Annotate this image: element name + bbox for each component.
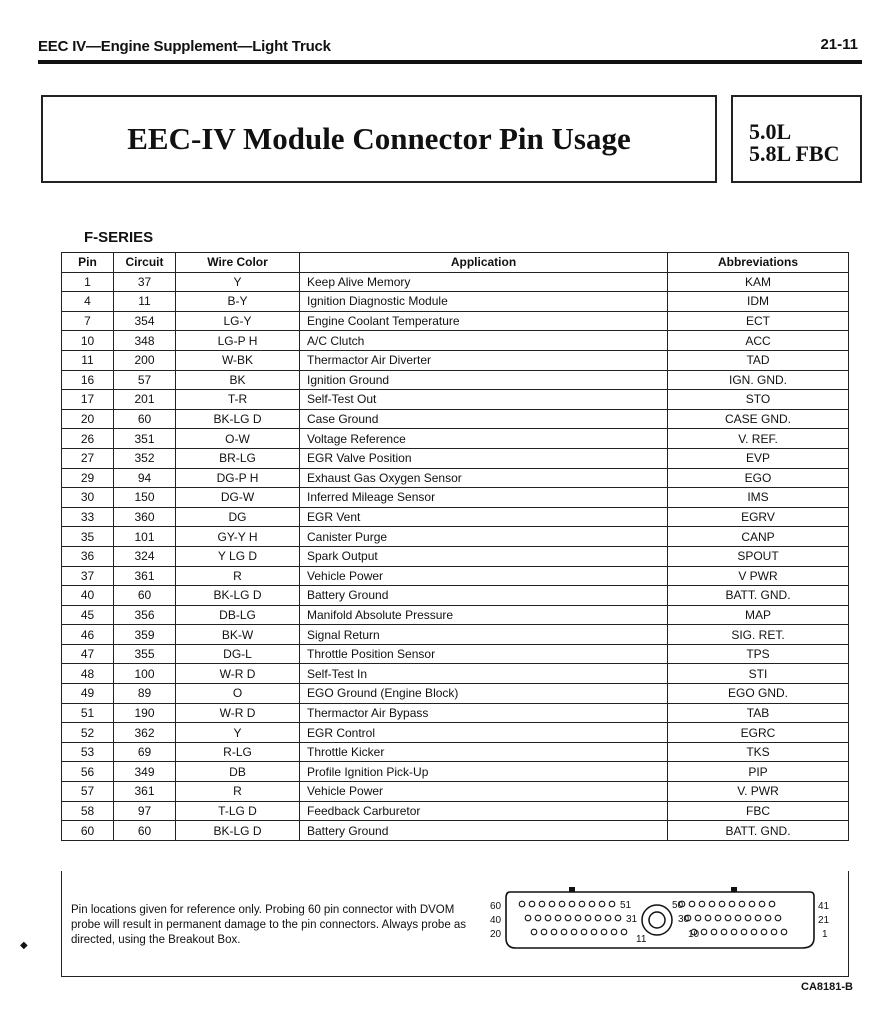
cell-pin: 58 (62, 801, 114, 821)
connector-pin (769, 901, 775, 907)
table-row (62, 350, 849, 370)
cell-circuit: 355 (114, 644, 176, 664)
cell-application: Thermactor Air Bypass (300, 703, 668, 723)
engine-line-2: 5.8L FBC (749, 141, 840, 166)
cell-abbreviation: PIP (668, 762, 849, 782)
cell-pin: 47 (62, 644, 114, 664)
cell-application: Feedback Carburetor (300, 801, 668, 821)
cell-pin: 53 (62, 742, 114, 762)
cell-application: Battery Ground (300, 586, 668, 606)
connector-label-30: 30 (678, 914, 690, 925)
cell-pin: 11 (62, 350, 114, 370)
engine-box (731, 95, 862, 183)
cell-circuit: 100 (114, 664, 176, 684)
connector-label-51: 51 (620, 900, 632, 911)
connector-pin (711, 929, 717, 935)
cell-pin: 45 (62, 605, 114, 625)
connector-pin (579, 901, 585, 907)
cell-wire-color: DG-L (176, 644, 300, 664)
cell-application: Self-Test In (300, 664, 668, 684)
connector-pin (755, 915, 761, 921)
cell-application: Vehicle Power (300, 566, 668, 586)
connector-label-11: 11 (636, 934, 647, 945)
table-row (62, 605, 849, 625)
cell-circuit: 348 (114, 331, 176, 351)
cell-circuit: 349 (114, 762, 176, 782)
table-row (62, 821, 849, 841)
connector-key-left (569, 887, 575, 892)
cell-application: Battery Ground (300, 821, 668, 841)
cell-pin: 1 (62, 272, 114, 292)
connector-label-50: 50 (672, 900, 684, 911)
cell-circuit: 60 (114, 586, 176, 606)
note-text: Pin locations given for reference only. Probing 60 pin connector with DVOM probe will result in permanent damage to the pin connectors. Always probe as directed, using the Breakout Box. (71, 904, 467, 946)
cell-circuit: 361 (114, 566, 176, 586)
connector-label-41: 41 (818, 901, 830, 912)
connector-pin (601, 929, 607, 935)
cell-application: Profile Ignition Pick-Up (300, 762, 668, 782)
cell-wire-color: W-R D (176, 664, 300, 684)
connector-pin (605, 915, 611, 921)
title-box (41, 95, 717, 183)
connector-pin (701, 929, 707, 935)
cell-application: Ignition Ground (300, 370, 668, 390)
connector-pin (589, 901, 595, 907)
cell-abbreviation: KAM (668, 272, 849, 292)
cell-wire-color: R-LG (176, 742, 300, 762)
connector-pin (599, 901, 605, 907)
cell-abbreviation: EGO (668, 468, 849, 488)
cell-circuit: 352 (114, 448, 176, 468)
connector-pin (585, 915, 591, 921)
cell-wire-color: W-BK (176, 350, 300, 370)
connector-pin (519, 901, 525, 907)
connector-pin (719, 901, 725, 907)
connector-center-hole (649, 912, 665, 928)
cell-wire-color: B-Y (176, 292, 300, 312)
cell-pin: 35 (62, 527, 114, 547)
cell-pin: 46 (62, 625, 114, 645)
cell-circuit: 89 (114, 684, 176, 704)
cell-abbreviation: IGN. GND. (668, 370, 849, 390)
cell-abbreviation: TAD (668, 350, 849, 370)
connector-pin (699, 901, 705, 907)
cell-wire-color: BK-LG D (176, 821, 300, 841)
connector-label-31: 31 (626, 914, 638, 925)
cell-circuit: 351 (114, 429, 176, 449)
cell-circuit: 97 (114, 801, 176, 821)
cell-application: EGR Control (300, 723, 668, 743)
connector-pin (741, 929, 747, 935)
cell-circuit: 190 (114, 703, 176, 723)
cell-circuit: 60 (114, 409, 176, 429)
cell-wire-color: BK-LG D (176, 586, 300, 606)
connector-pin (595, 915, 601, 921)
table-row (62, 390, 849, 410)
cell-application: Signal Return (300, 625, 668, 645)
connector-pin (775, 915, 781, 921)
connector-pin (705, 915, 711, 921)
connector-center-ring (642, 905, 672, 935)
table-row (62, 742, 849, 762)
connector-pin (735, 915, 741, 921)
connector-pin (561, 929, 567, 935)
cell-application: Case Ground (300, 409, 668, 429)
cell-pin: 30 (62, 488, 114, 508)
section-heading: F-SERIES (84, 229, 154, 246)
cell-abbreviation: TKS (668, 742, 849, 762)
cell-pin: 7 (62, 311, 114, 331)
cell-wire-color: R (176, 782, 300, 802)
connector-pin (615, 915, 621, 921)
connector-pin (555, 915, 561, 921)
table-row (62, 448, 849, 468)
cell-pin: 26 (62, 429, 114, 449)
header-wire-color: Wire Color (176, 253, 300, 273)
page-title: EEC-IV Module Connector Pin Usage (127, 121, 631, 156)
cell-pin: 36 (62, 546, 114, 566)
cell-pin: 17 (62, 390, 114, 410)
connector-label-40: 40 (490, 915, 502, 926)
connector-label-1: 1 (822, 929, 828, 940)
cell-pin: 20 (62, 409, 114, 429)
cell-abbreviation: EGRV (668, 507, 849, 527)
connector-pin (549, 901, 555, 907)
cell-wire-color: BR-LG (176, 448, 300, 468)
cell-abbreviation: ACC (668, 331, 849, 351)
cell-pin: 27 (62, 448, 114, 468)
table-row (62, 625, 849, 645)
connector-pin (551, 929, 557, 935)
connector-pin (759, 901, 765, 907)
connector-pin (565, 915, 571, 921)
cell-circuit: 57 (114, 370, 176, 390)
cell-circuit: 60 (114, 821, 176, 841)
cell-pin: 40 (62, 586, 114, 606)
cell-application: EGR Valve Position (300, 448, 668, 468)
cell-abbreviation: BATT. GND. (668, 586, 849, 606)
cell-application: Voltage Reference (300, 429, 668, 449)
connector-pin (525, 915, 531, 921)
cell-circuit: 360 (114, 507, 176, 527)
cell-abbreviation: IMS (668, 488, 849, 508)
cell-pin: 60 (62, 821, 114, 841)
table-row (62, 527, 849, 547)
cell-abbreviation: EGRC (668, 723, 849, 743)
figure-id: CA8181-B (801, 981, 853, 993)
margin-mark: ◆ (20, 940, 28, 951)
cell-abbreviation: V PWR (668, 566, 849, 586)
table-row (62, 703, 849, 723)
cell-circuit: 354 (114, 311, 176, 331)
cell-circuit: 361 (114, 782, 176, 802)
connector-pin (749, 901, 755, 907)
cell-application: Ignition Diagnostic Module (300, 292, 668, 312)
connector-pin (545, 915, 551, 921)
table-row (62, 488, 849, 508)
cell-pin: 57 (62, 782, 114, 802)
cell-pin: 51 (62, 703, 114, 723)
cell-wire-color: T-R (176, 390, 300, 410)
table-row (62, 292, 849, 312)
table-row (62, 644, 849, 664)
cell-abbreviation: SIG. RET. (668, 625, 849, 645)
connector-pin (529, 901, 535, 907)
cell-wire-color: BK-W (176, 625, 300, 645)
cell-application: Spark Output (300, 546, 668, 566)
table-row (62, 409, 849, 429)
cell-circuit: 69 (114, 742, 176, 762)
connector-outline (506, 892, 814, 948)
cell-pin: 10 (62, 331, 114, 351)
connector-key-right (731, 887, 737, 892)
cell-abbreviation: STO (668, 390, 849, 410)
connector-pin (575, 915, 581, 921)
table-header-row (62, 253, 849, 273)
cell-circuit: 101 (114, 527, 176, 547)
cell-circuit: 359 (114, 625, 176, 645)
cell-application: Manifold Absolute Pressure (300, 605, 668, 625)
cell-wire-color: T-LG D (176, 801, 300, 821)
cell-wire-color: Y LG D (176, 546, 300, 566)
connector-pin (751, 929, 757, 935)
header-rule (38, 60, 862, 64)
cell-circuit: 324 (114, 546, 176, 566)
cell-wire-color: BK-LG D (176, 409, 300, 429)
cell-wire-color: Y (176, 723, 300, 743)
header-application: Application (300, 253, 668, 273)
cell-pin: 4 (62, 292, 114, 312)
header-abbreviations: Abbreviations (668, 253, 849, 273)
table-row (62, 331, 849, 351)
cell-application: Exhaust Gas Oxygen Sensor (300, 468, 668, 488)
cell-wire-color: Y (176, 272, 300, 292)
connector-pin (745, 915, 751, 921)
pin-usage-table (61, 252, 849, 841)
connector-pin (715, 915, 721, 921)
connector-pin (709, 901, 715, 907)
table-body (62, 272, 849, 840)
connector-pin (695, 915, 701, 921)
connector-pin (765, 915, 771, 921)
connector-pin (535, 915, 541, 921)
cell-application: Vehicle Power (300, 782, 668, 802)
cell-abbreviation: BATT. GND. (668, 821, 849, 841)
connector-label-60: 60 (490, 901, 502, 912)
cell-abbreviation: MAP (668, 605, 849, 625)
connector-label-20: 20 (490, 929, 502, 940)
cell-abbreviation: TAB (668, 703, 849, 723)
table-row (62, 272, 849, 292)
cell-application: Engine Coolant Temperature (300, 311, 668, 331)
cell-abbreviation: STI (668, 664, 849, 684)
table-row (62, 468, 849, 488)
cell-wire-color: O (176, 684, 300, 704)
connector-pin (531, 929, 537, 935)
table-row (62, 801, 849, 821)
cell-pin: 29 (62, 468, 114, 488)
cell-abbreviation: EVP (668, 448, 849, 468)
cell-application: Throttle Position Sensor (300, 644, 668, 664)
header-pin: Pin (62, 253, 114, 273)
table-row (62, 723, 849, 743)
cell-abbreviation: EGO GND. (668, 684, 849, 704)
cell-wire-color: LG-Y (176, 311, 300, 331)
table-row (62, 429, 849, 449)
cell-application: EGR Vent (300, 507, 668, 527)
table-row (62, 782, 849, 802)
cell-application: Keep Alive Memory (300, 272, 668, 292)
connector-pin (725, 915, 731, 921)
cell-application: Throttle Kicker (300, 742, 668, 762)
table-row (62, 684, 849, 704)
connector-diagram (486, 882, 834, 958)
cell-pin: 16 (62, 370, 114, 390)
cell-pin: 52 (62, 723, 114, 743)
connector-pin (739, 901, 745, 907)
cell-abbreviation: FBC (668, 801, 849, 821)
cell-wire-color: O-W (176, 429, 300, 449)
connector-pin (609, 901, 615, 907)
header-title: EEC IV—Engine Supplement—Light Truck (38, 38, 331, 55)
cell-wire-color: R (176, 566, 300, 586)
cell-wire-color: BK (176, 370, 300, 390)
cell-abbreviation: V. REF. (668, 429, 849, 449)
cell-pin: 37 (62, 566, 114, 586)
cell-circuit: 362 (114, 723, 176, 743)
connector-pin (761, 929, 767, 935)
connector-pin (611, 929, 617, 935)
cell-pin: 48 (62, 664, 114, 684)
connector-pin (689, 901, 695, 907)
header-circuit: Circuit (114, 253, 176, 273)
cell-application: Inferred Mileage Sensor (300, 488, 668, 508)
cell-abbreviation: CASE GND. (668, 409, 849, 429)
table-row (62, 762, 849, 782)
cell-wire-color: DG-P H (176, 468, 300, 488)
cell-circuit: 150 (114, 488, 176, 508)
cell-application: EGO Ground (Engine Block) (300, 684, 668, 704)
cell-wire-color: LG-P H (176, 331, 300, 351)
cell-application: Thermactor Air Diverter (300, 350, 668, 370)
connector-pin (621, 929, 627, 935)
connector-pin (569, 901, 575, 907)
cell-circuit: 200 (114, 350, 176, 370)
table-row (62, 507, 849, 527)
cell-abbreviation: ECT (668, 311, 849, 331)
cell-wire-color: W-R D (176, 703, 300, 723)
cell-wire-color: DG-W (176, 488, 300, 508)
cell-application: Self-Test Out (300, 390, 668, 410)
connector-pin (781, 929, 787, 935)
cell-application: Canister Purge (300, 527, 668, 547)
cell-circuit: 356 (114, 605, 176, 625)
cell-abbreviation: V. PWR (668, 782, 849, 802)
connector-label-21: 21 (818, 915, 830, 926)
table-row (62, 546, 849, 566)
cell-circuit: 37 (114, 272, 176, 292)
page-header (38, 36, 860, 58)
cell-circuit: 11 (114, 292, 176, 312)
table-row (62, 664, 849, 684)
connector-pin (559, 901, 565, 907)
connector-pin (541, 929, 547, 935)
page-number: 21-11 (820, 36, 858, 53)
cell-wire-color: DB-LG (176, 605, 300, 625)
cell-application: A/C Clutch (300, 331, 668, 351)
cell-wire-color: DB (176, 762, 300, 782)
cell-pin: 56 (62, 762, 114, 782)
table-row (62, 566, 849, 586)
cell-abbreviation: IDM (668, 292, 849, 312)
engine-line-1: 5.0L (749, 119, 792, 144)
connector-pin (581, 929, 587, 935)
cell-pin: 33 (62, 507, 114, 527)
connector-pin (571, 929, 577, 935)
table-row (62, 311, 849, 331)
connector-pin (731, 929, 737, 935)
connector-label-10: 10 (688, 929, 700, 940)
cell-pin: 49 (62, 684, 114, 704)
connector-pin (591, 929, 597, 935)
connector-pin (539, 901, 545, 907)
cell-circuit: 201 (114, 390, 176, 410)
connector-pin (771, 929, 777, 935)
table-row (62, 370, 849, 390)
cell-abbreviation: SPOUT (668, 546, 849, 566)
cell-wire-color: GY-Y H (176, 527, 300, 547)
cell-abbreviation: CANP (668, 527, 849, 547)
table-row (62, 586, 849, 606)
cell-circuit: 94 (114, 468, 176, 488)
connector-pin (721, 929, 727, 935)
cell-wire-color: DG (176, 507, 300, 527)
connector-pin (729, 901, 735, 907)
cell-abbreviation: TPS (668, 644, 849, 664)
